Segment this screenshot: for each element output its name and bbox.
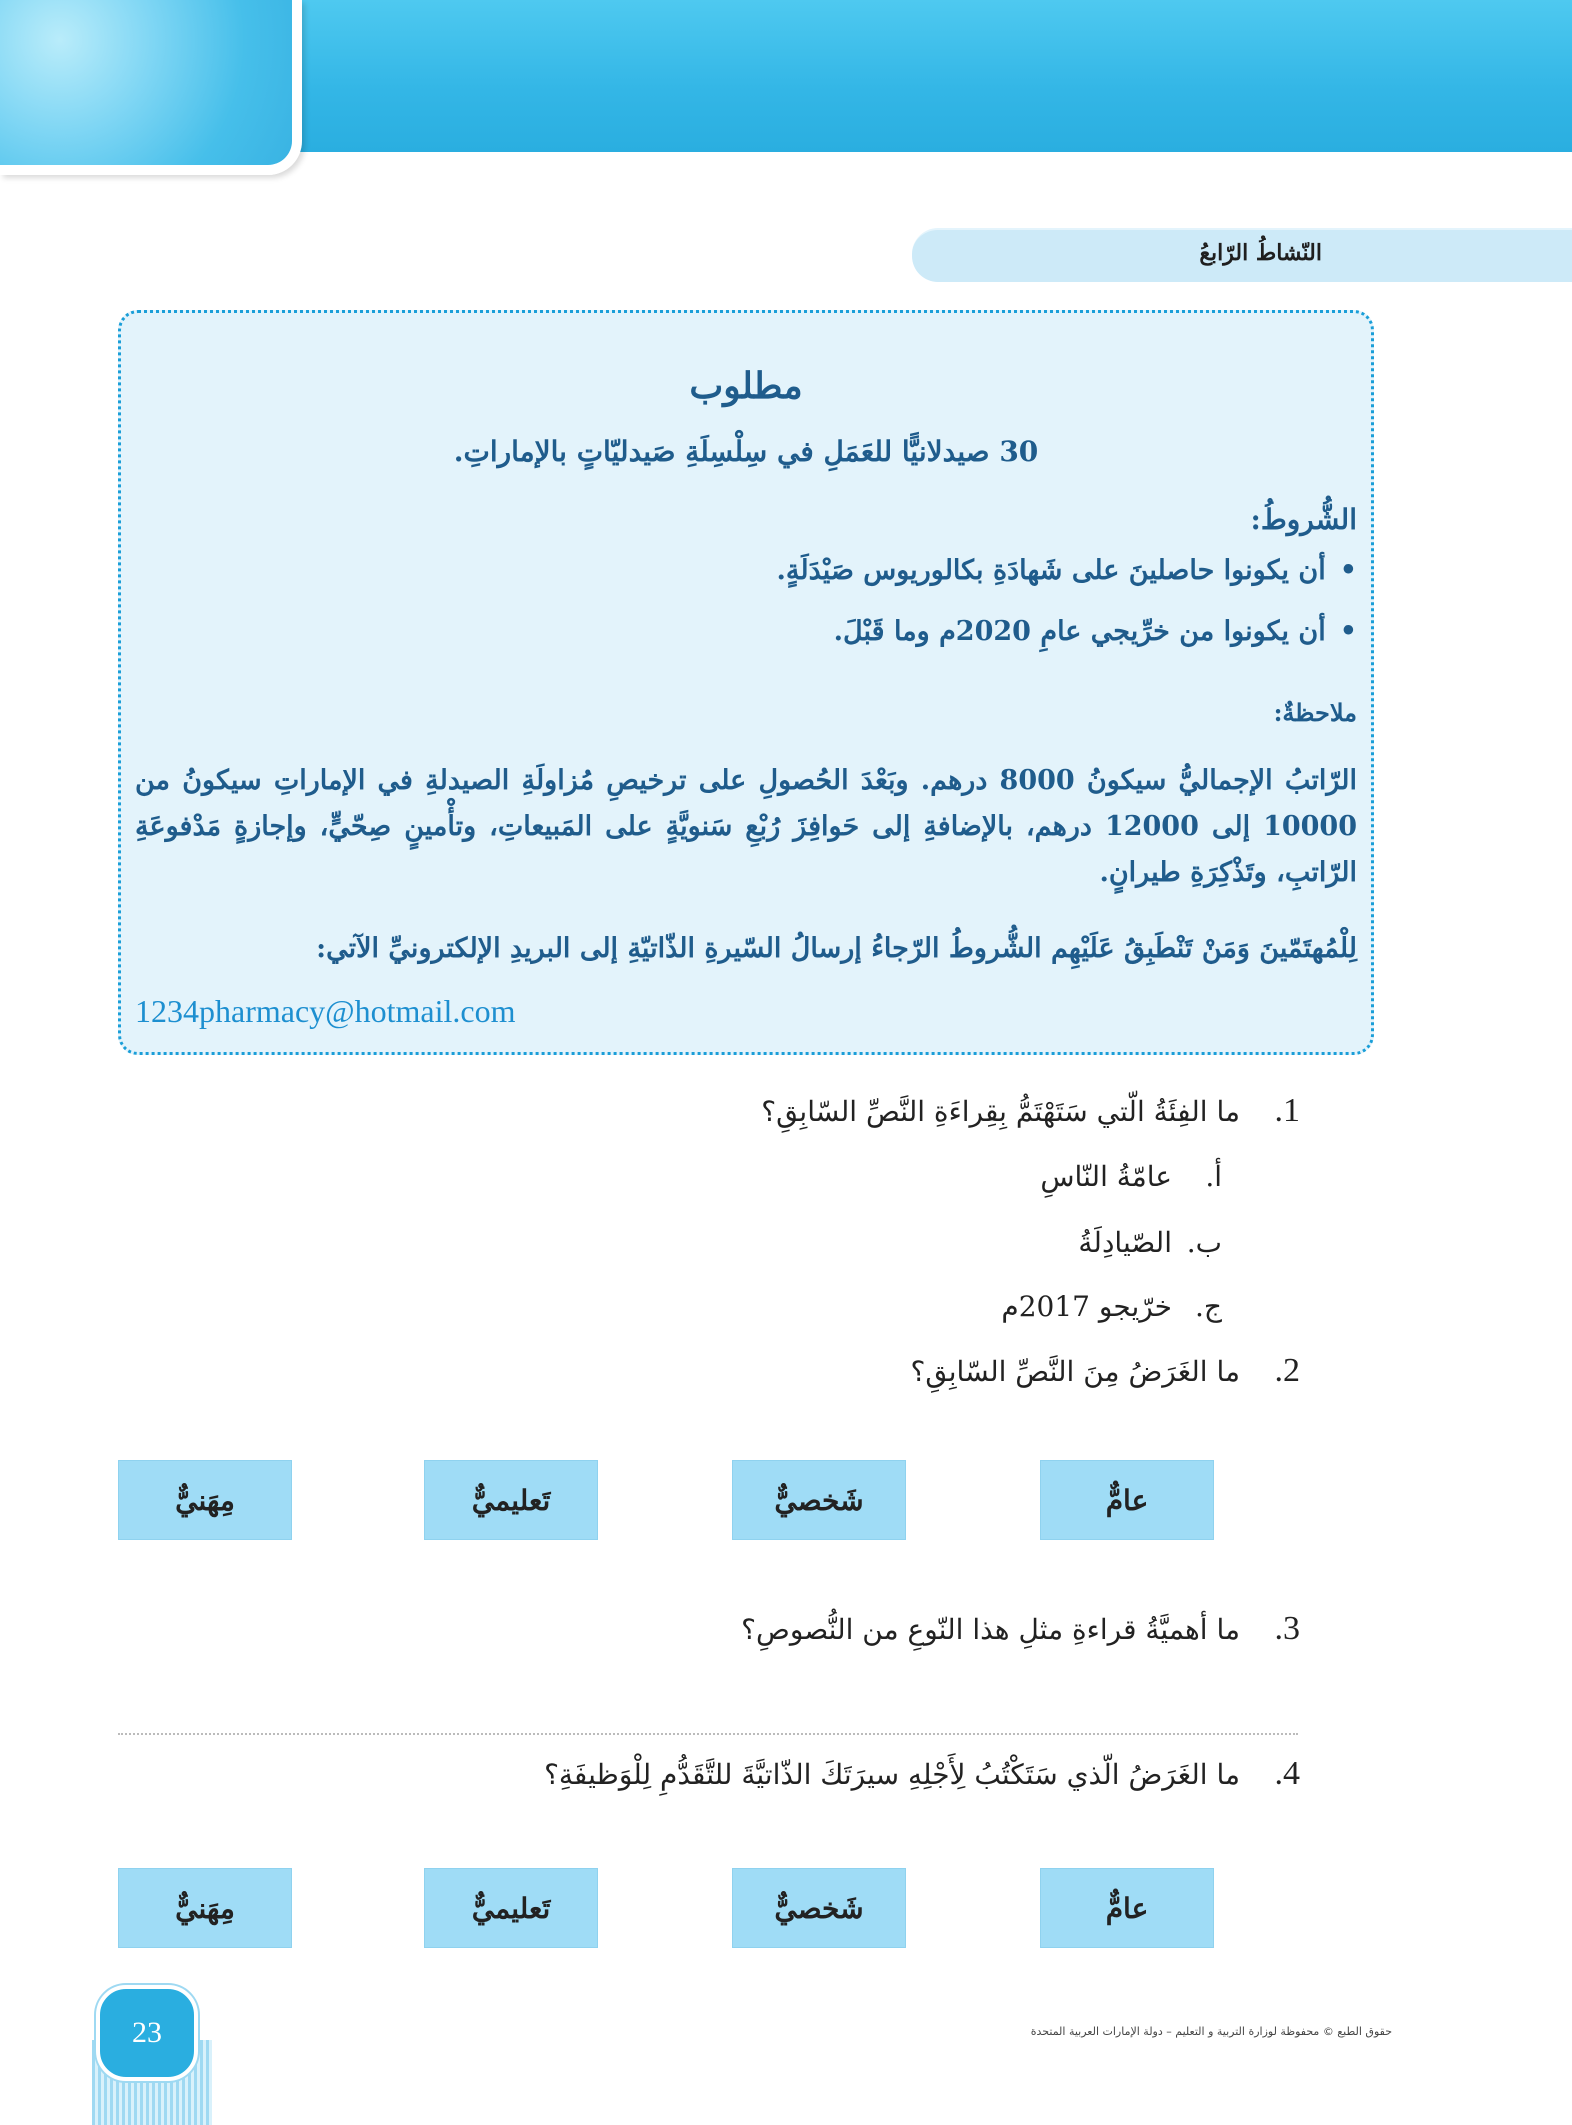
question-2 xyxy=(911,1352,1300,1390)
question-4 xyxy=(544,1755,1300,1793)
choice-a[interactable] xyxy=(1040,1160,1222,1193)
question-text: ما الغَرَضُ الّذي سَتَكْتُبُ لِأَجْلِهِ سيرَتَكَ الذّاتيَّةَ للتَّقَدُّمِ لِلْوَظيفَةِ؟ xyxy=(544,1758,1240,1791)
choice-text: الصّيادِلَةُ xyxy=(1078,1226,1172,1259)
conditions-list xyxy=(777,555,1357,677)
note-heading: ملاحظةٌ: xyxy=(1273,698,1357,727)
option-professional[interactable]: مِهَنيٌّ xyxy=(118,1868,292,1948)
note-text: الرّاتبُ الإجماليُّ سيكونُ 8000 درهم. وبَعْدَ الحُصولِ على ترخيصِ مُزاولَةِ الصيدلةِ في الإماراتِ سيكونُ من 10000 إلى 12000 درهم، بالإضافةِ إلى حَوافِزَ رُبْعِ سَنويَّةٍ على المَبيعاتِ، وتأْمينٍ صِحّيٍّ، وإجازةٍ مَدْفوعَةِ الرّاتبِ، وتَذْكِرَةِ طيرانٍ. xyxy=(135,765,1357,888)
activity-label: النّشاطُ الرّابعُ xyxy=(1199,240,1322,266)
question-number: 2. xyxy=(1274,1352,1300,1389)
footer-copyright: حقوق الطبع © محفوظة لوزارة التربية و التعليم – دولة الإمارات العربية المتحدة xyxy=(1030,2025,1392,2038)
question-text: ما الفِئَةُ الّتي سَتَهْتَمُّ بِقِراءَةِ النَّصِّ السّابِقِ؟ xyxy=(761,1095,1240,1128)
option-general[interactable]: عامٌّ xyxy=(1040,1868,1214,1948)
job-ad-box xyxy=(118,310,1374,1055)
conditions-heading: الشُّروطُ: xyxy=(1250,503,1357,536)
activity-tab xyxy=(912,228,1572,282)
option-educational[interactable]: تَعليميٌّ xyxy=(424,1868,598,1948)
choice-text: عامّةُ النّاسِ xyxy=(1040,1160,1172,1193)
choice-mark: ب. xyxy=(1186,1226,1222,1259)
choice-mark: أ. xyxy=(1205,1160,1222,1193)
question-text: ما الغَرَضُ مِنَ النَّصِّ السّابِقِ؟ xyxy=(910,1355,1240,1388)
choice-b[interactable] xyxy=(1078,1226,1222,1259)
question-1 xyxy=(761,1092,1300,1130)
question-text: ما أهميَّةُ قراءةِ مثلِ هذا النّوعِ من النُّصوصِ؟ xyxy=(741,1613,1240,1646)
option-general[interactable]: عامٌّ xyxy=(1040,1460,1214,1540)
condition-item: • أن يكونوا حاصلينَ على شَهادَةِ بكالوريوس صَيْدَلَةٍ. xyxy=(777,555,1357,586)
option-personal[interactable]: شَخصيٌّ xyxy=(732,1868,906,1948)
choice-text: خرّيجو 2017م xyxy=(1001,1290,1172,1323)
apply-text: لِلْمُهتَمّينَ وَمَنْ تَنْطَبِقُ عَلَيْهِم الشُّروطُ الرّجاءُ إرسالُ السّيرةِ الذّاتيّةِ إلى البريدِ الإلكترونيِّ الآتي: xyxy=(316,933,1357,964)
option-personal[interactable]: شَخصيٌّ xyxy=(732,1460,906,1540)
condition-item: • أن يكونوا من خرِّيجي عامِ 2020م وما قَبْلَ. xyxy=(777,616,1357,647)
page-number: 23 xyxy=(96,1985,198,2081)
choice-c[interactable] xyxy=(1001,1290,1222,1323)
question-number: 1. xyxy=(1274,1092,1300,1129)
banner-photo xyxy=(0,0,302,175)
question-3 xyxy=(741,1610,1300,1648)
question-number: 4. xyxy=(1274,1755,1300,1792)
question-number: 3. xyxy=(1274,1610,1300,1647)
ad-subtitle: 30 صيدلانيًّا للعَمَلِ في سِلْسِلَةِ صَيدليّاتٍ بالإماراتِ. xyxy=(453,435,1039,468)
ad-title: مطلوب xyxy=(689,365,803,407)
email-link[interactable]: 1234pharmacy@hotmail.com xyxy=(135,993,516,1029)
option-educational[interactable]: تَعليميٌّ xyxy=(424,1460,598,1540)
option-professional[interactable]: مِهَنيٌّ xyxy=(118,1460,292,1540)
choice-mark: ج. xyxy=(1195,1290,1222,1323)
answer-line[interactable] xyxy=(118,1733,1298,1735)
